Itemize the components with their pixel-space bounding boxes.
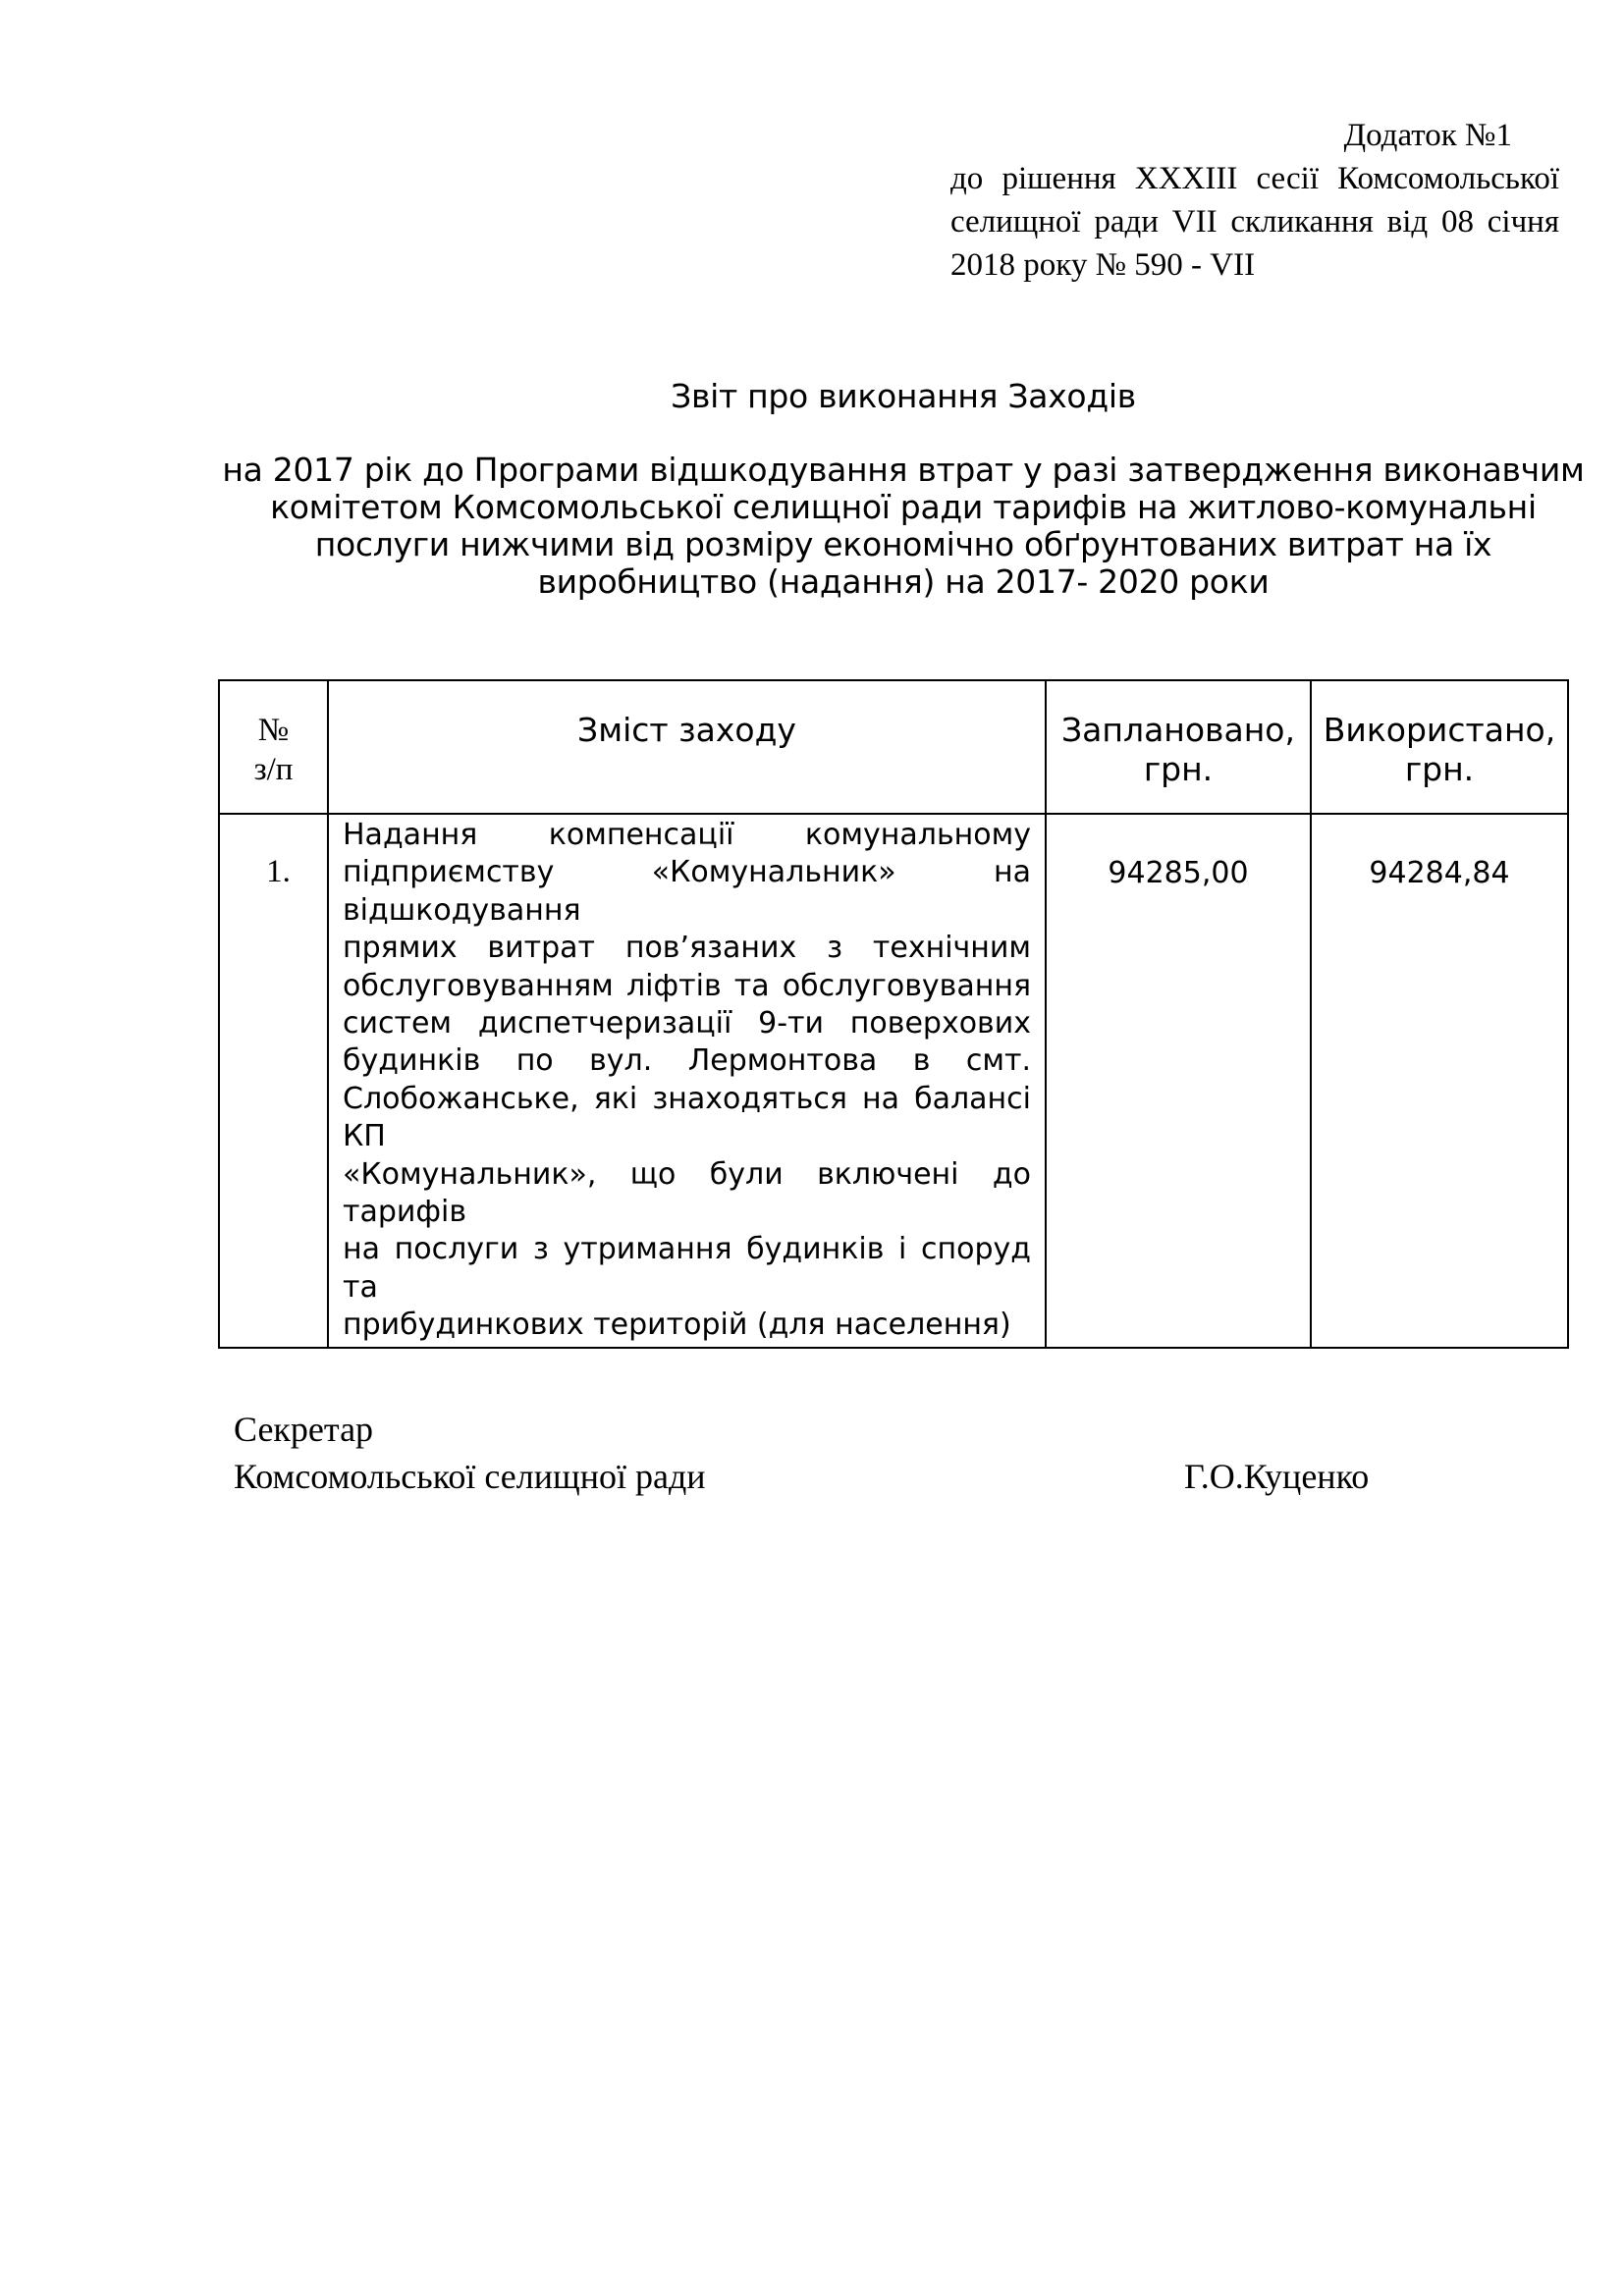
annex-decision-reference <box>950 157 1559 287</box>
header-content <box>328 680 1046 814</box>
header-planned-line: Заплановано, <box>1061 711 1295 749</box>
row-content-line: обслуговуванням ліфтів та обслуговування <box>343 968 1031 1003</box>
annex-line: селищної ради VII скликання від 08 січня <box>950 204 1559 240</box>
header-content-label: Зміст заходу <box>577 711 796 749</box>
report-subtitle-line: виробництво (надання) на 2017- 2020 роки <box>537 562 1270 601</box>
header-used <box>1311 680 1568 814</box>
row-content-line: прямих витрат пов’язаних з технічним <box>343 931 1031 966</box>
report-subtitle-line: на 2017 рік до Програми відшкодування втрат у разі затвердження виконавчим <box>222 451 1585 489</box>
row-content-line: прибудинкових територій (для населення) <box>343 1308 1011 1343</box>
row-content-line: систем диспетчеризації 9-ти поверхових <box>343 1006 1031 1041</box>
row-content-line: будинків по вул. Лермонтова в смт. <box>343 1043 1031 1079</box>
annex-line: 2018 року № 590 - VII <box>950 247 1256 283</box>
signature-block <box>234 1406 1412 1500</box>
header-number-line: з/п <box>253 752 294 787</box>
row-planned-amount: 94285,00 <box>1108 856 1249 890</box>
row-content-line: на послуги з утримання будинків і споруд та <box>343 1232 1031 1305</box>
row-number-cell <box>219 814 328 1348</box>
annex-title: Додаток №1 <box>1343 118 1512 153</box>
row-content-line: Слобожанське, які знаходяться на балансі КП <box>343 1081 1031 1154</box>
row-content-line: «Комунальник», що були включені до тарифів <box>343 1156 1031 1230</box>
report-subtitle-line: комітетом Комсомольської селищної ради тарифів на житлово-комунальні <box>270 488 1537 526</box>
annex-block <box>950 114 1559 287</box>
row-planned-cell <box>1046 814 1311 1348</box>
signatory-name: Г.О.Куценко <box>1184 1457 1370 1496</box>
signature-row <box>234 1406 1412 1453</box>
measures-table <box>218 679 1569 1349</box>
report-title: Звіт про виконання Заходів <box>671 377 1136 415</box>
table-row <box>219 814 1568 1348</box>
row-content-line: Надання компенсації комунальному <box>343 818 1031 852</box>
header-number-line: № <box>257 713 290 748</box>
row-content-cell <box>328 814 1046 1348</box>
report-subtitle <box>216 452 1591 601</box>
row-used-cell <box>1311 814 1568 1348</box>
signature-row <box>234 1453 1412 1500</box>
header-used-line: Використано, <box>1323 711 1556 749</box>
header-number <box>219 680 328 814</box>
row-used-amount: 94284,84 <box>1369 856 1510 890</box>
signatory-position: Секретар <box>234 1410 374 1449</box>
header-planned-line: грн. <box>1143 750 1214 788</box>
header-used-line: грн. <box>1404 750 1475 788</box>
table-header-row <box>219 680 1568 814</box>
row-number: 1. <box>266 854 291 889</box>
annex-line: до рішення XXXIII сесії Комсомольської <box>950 161 1559 196</box>
report-subtitle-line: послуги нижчими від розміру економічно обґрунтованих витрат на їх <box>314 525 1492 563</box>
row-content <box>329 815 1045 1347</box>
header-planned <box>1046 680 1311 814</box>
signatory-organization: Комсомольської селищної ради <box>234 1457 706 1496</box>
row-content-line: підприємству «Комунальник» на відшкодування <box>343 855 1031 928</box>
